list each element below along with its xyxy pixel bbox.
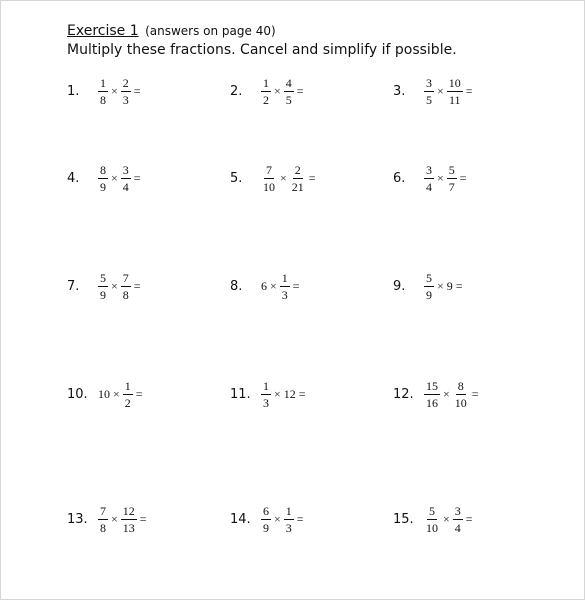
numerator: 3 <box>122 163 129 177</box>
denominator: 10 <box>426 521 438 535</box>
problem-item <box>67 77 143 106</box>
denominator: 9 <box>263 521 269 535</box>
fraction <box>98 505 108 534</box>
fraction <box>121 164 131 193</box>
problem-item <box>393 77 475 106</box>
problem-expression <box>97 380 145 409</box>
problem-item <box>67 272 143 301</box>
denominator: 21 <box>291 180 304 194</box>
denominator: 16 <box>426 396 438 410</box>
numerator: 7 <box>266 163 272 177</box>
numerator: 8 <box>100 163 106 177</box>
numerator: 8 <box>457 379 464 393</box>
problem-item <box>393 380 481 409</box>
denominator: 3 <box>263 396 269 410</box>
fraction <box>284 505 294 534</box>
denominator: 8 <box>100 521 106 535</box>
denominator: 10 <box>263 180 275 194</box>
denominator: 3 <box>122 93 129 107</box>
numerator: 2 <box>122 76 129 90</box>
fraction <box>280 272 290 301</box>
numerator: 5 <box>100 271 106 285</box>
numerator: 5 <box>448 163 455 177</box>
denominator: 2 <box>124 396 131 410</box>
problem-expression <box>97 272 143 301</box>
fraction <box>121 505 137 534</box>
fraction <box>424 77 434 106</box>
denominator: 2 <box>263 93 269 107</box>
problem-item <box>393 505 475 534</box>
times-sign: × <box>443 387 450 401</box>
denominator: 11 <box>449 93 461 107</box>
fraction <box>98 164 108 193</box>
fraction <box>424 380 440 409</box>
denominator: 13 <box>122 521 135 535</box>
times-sign: × <box>274 84 281 98</box>
times-sign: × <box>111 84 118 98</box>
exercise-title: Exercise 1 <box>67 23 139 39</box>
fraction <box>424 505 440 534</box>
problem-expression <box>423 272 465 301</box>
problem-item <box>393 272 465 301</box>
problem-item <box>230 505 306 534</box>
fraction <box>98 272 108 301</box>
whole-number: 9 <box>446 279 453 293</box>
numerator: 3 <box>426 163 432 177</box>
numerator: 5 <box>426 271 432 285</box>
fraction <box>121 272 131 301</box>
equals-sign: = <box>308 171 316 185</box>
times-sign: × <box>274 387 281 401</box>
problem-expression <box>423 77 475 106</box>
problem-item <box>67 380 145 409</box>
equals-sign: = <box>133 279 141 293</box>
problem-item <box>67 505 149 534</box>
numerator: 15 <box>426 379 438 393</box>
problem-number: 15. <box>393 512 414 527</box>
fraction <box>424 164 434 193</box>
numerator: 2 <box>294 163 301 177</box>
denominator: 5 <box>426 93 432 107</box>
instructions-text: Multiply these fractions. Cancel and simplify if possible. <box>67 42 457 58</box>
numerator: 6 <box>263 504 269 518</box>
denominator: 9 <box>426 288 432 302</box>
problem-number: 6. <box>393 171 406 186</box>
denominator: 5 <box>285 93 292 107</box>
times-sign: × <box>270 279 277 293</box>
exercise-header <box>67 23 276 39</box>
times-sign: × <box>113 387 120 401</box>
fraction <box>447 164 457 193</box>
numerator: 1 <box>285 504 292 518</box>
numerator: 3 <box>426 76 432 90</box>
problem-number: 9. <box>393 279 406 294</box>
numerator: 7 <box>122 271 129 285</box>
equals-sign: = <box>292 279 300 293</box>
fraction <box>261 164 277 193</box>
equals-sign: = <box>459 171 467 185</box>
problem-expression <box>260 77 306 106</box>
problem-number: 11. <box>230 387 251 402</box>
problem-number: 1. <box>67 84 80 99</box>
denominator: 4 <box>454 521 461 535</box>
numerator: 3 <box>454 504 461 518</box>
problem-expression <box>97 505 149 534</box>
fraction <box>121 77 131 106</box>
fraction <box>424 272 434 301</box>
denominator: 10 <box>454 396 467 410</box>
numerator: 1 <box>263 76 269 90</box>
whole-number: 12 <box>283 387 296 401</box>
denominator: 8 <box>100 93 106 107</box>
equals-sign: = <box>471 387 479 401</box>
denominator: 3 <box>281 288 288 302</box>
times-sign: × <box>111 171 118 185</box>
fraction <box>261 505 271 534</box>
numerator: 1 <box>124 379 131 393</box>
fraction <box>261 380 271 409</box>
problem-expression <box>423 505 475 534</box>
problem-number: 14. <box>230 512 251 527</box>
times-sign: × <box>437 171 444 185</box>
equals-sign: = <box>296 512 304 526</box>
fraction <box>290 164 306 193</box>
fraction <box>98 77 108 106</box>
problem-expression <box>97 77 143 106</box>
problem-item <box>230 77 306 106</box>
problem-number: 2. <box>230 84 243 99</box>
denominator: 4 <box>426 180 432 194</box>
times-sign: × <box>111 512 118 526</box>
numerator: 1 <box>263 379 269 393</box>
problem-expression <box>423 380 481 409</box>
problem-expression <box>260 380 308 409</box>
problem-number: 12. <box>393 387 414 402</box>
equals-sign: = <box>465 512 473 526</box>
problem-number: 7. <box>67 279 80 294</box>
problem-item <box>67 164 143 193</box>
problem-expression <box>260 164 318 193</box>
equals-sign: = <box>296 84 304 98</box>
fraction <box>453 380 469 409</box>
problem-number: 5. <box>230 171 243 186</box>
times-sign: × <box>111 279 118 293</box>
numerator: 12 <box>122 504 135 518</box>
problem-expression <box>260 505 306 534</box>
problem-number: 3. <box>393 84 406 99</box>
problem-expression <box>97 164 143 193</box>
equals-sign: = <box>465 84 473 98</box>
times-sign: × <box>280 171 287 185</box>
equals-sign: = <box>455 279 463 293</box>
numerator: 5 <box>429 504 435 518</box>
problem-item <box>230 380 308 409</box>
times-sign: × <box>437 84 444 98</box>
whole-number: 10 <box>98 387 110 401</box>
equals-sign: = <box>133 84 141 98</box>
problem-item <box>230 164 318 193</box>
problem-expression <box>260 272 302 301</box>
fraction <box>447 77 463 106</box>
numerator: 7 <box>100 504 106 518</box>
denominator: 4 <box>122 180 129 194</box>
times-sign: × <box>274 512 281 526</box>
times-sign: × <box>437 279 444 293</box>
equals-sign: = <box>139 512 147 526</box>
fraction <box>261 77 271 106</box>
denominator: 8 <box>122 288 129 302</box>
problem-number: 4. <box>67 171 80 186</box>
fraction <box>453 505 463 534</box>
answers-note: (answers on page 40) <box>145 24 276 38</box>
problem-number: 8. <box>230 279 243 294</box>
problem-item <box>393 164 469 193</box>
fraction <box>123 380 133 409</box>
whole-number: 6 <box>261 279 267 293</box>
equals-sign: = <box>298 387 306 401</box>
denominator: 9 <box>100 288 106 302</box>
equals-sign: = <box>135 387 143 401</box>
denominator: 9 <box>100 180 106 194</box>
equals-sign: = <box>133 171 141 185</box>
numerator: 1 <box>281 271 288 285</box>
problem-item <box>230 272 302 301</box>
problem-number: 10. <box>67 387 88 402</box>
times-sign: × <box>443 512 450 526</box>
numerator: 10 <box>448 76 461 90</box>
numerator: 1 <box>100 76 106 90</box>
problem-number: 13. <box>67 512 88 527</box>
numerator: 4 <box>285 76 292 90</box>
denominator: 7 <box>448 180 455 194</box>
problem-expression <box>423 164 469 193</box>
fraction <box>284 77 294 106</box>
denominator: 3 <box>285 521 292 535</box>
